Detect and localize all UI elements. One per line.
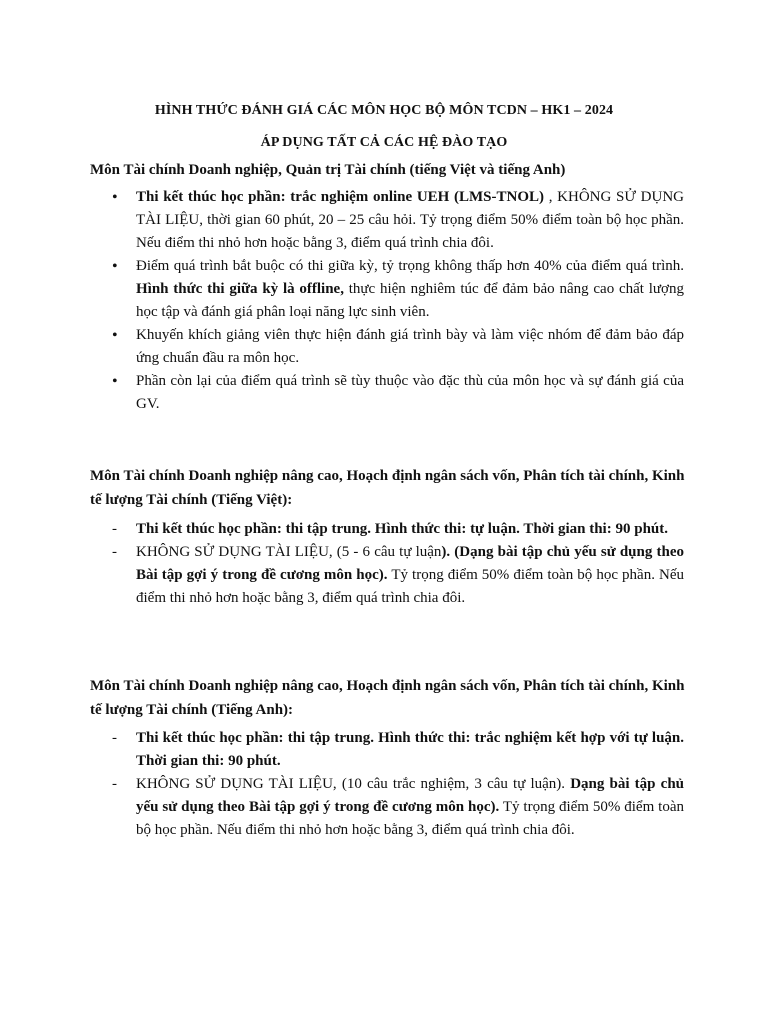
section-2-list xyxy=(112,518,684,610)
list-item xyxy=(112,186,684,255)
item-text: Phần còn lại của điểm quá trình sẽ tùy thuộc vào đặc thù của môn học và sự đánh giá của GV. xyxy=(136,373,684,412)
item-text: , KHÔNG SỬ DỤNG TÀI LIỆU, thời gian 60 phút, 20 – 25 câu hỏi. Tỷ trọng điểm 50% điểm toàn bộ học phần. Nếu điểm thi nhỏ hơn hoặc bằng 3, điểm quá trình chia đôi. xyxy=(136,189,684,251)
document-subtitle: ÁP DỤNG TẤT CẢ CÁC HỆ ĐÀO TẠO xyxy=(260,135,508,150)
item-text: Tỷ trọng điểm 50% điểm toàn bộ học phần. Nếu điểm thi nhỏ hơn hoặc bằng 3, điểm quá trình chia đôi. xyxy=(136,799,684,838)
item-text: Điểm quá trình bắt buộc có thi giữa kỳ, tỷ trọng không thấp hơn 40% của điểm quá trình. xyxy=(136,258,684,274)
item-text: Khuyến khích giảng viên thực hiện đánh giá trình bày và làm việc nhóm để đảm bảo đáp ứng chuẩn đầu ra môn học. xyxy=(136,327,684,366)
item-text: Tỷ trọng điểm 50% điểm toàn bộ học phần. Nếu điểm thi nhỏ hơn hoặc bằng 3, điểm quá trình chia đôi. xyxy=(136,567,684,606)
section-1-heading: Môn Tài chính Doanh nghiệp, Quản trị Tài chính (tiếng Việt và tiếng Anh) xyxy=(90,162,566,178)
list-item xyxy=(112,541,684,610)
list-item xyxy=(112,255,684,324)
item-bold-text: Dạng bài tập chủ yếu sử dụng theo Bài tập gợi ý trong đề cương môn học). xyxy=(136,776,685,815)
section-1-list xyxy=(112,186,684,416)
item-text: KHÔNG SỬ DỤNG TÀI LIỆU, (10 câu trắc nghiệm, 3 câu tự luận). xyxy=(136,776,571,792)
section-3-heading: Môn Tài chính Doanh nghiệp nâng cao, Hoạch định ngân sách vốn, Phân tích tài chính, Kinh tế lượng Tài chính (Tiếng Anh): xyxy=(90,678,685,718)
section-2-heading: Môn Tài chính Doanh nghiệp nâng cao, Hoạch định ngân sách vốn, Phân tích tài chính, Kinh tế lượng Tài chính (Tiếng Việt): xyxy=(90,468,685,508)
item-bold-text: ). (Dạng bài tập chủ yếu sử dụng theo Bài tập gợi ý trong đề cương môn học). xyxy=(136,544,684,583)
list-item xyxy=(112,727,684,773)
item-bold-text: Thi kết thúc học phần: trắc nghiệm online UEH (LMS-TNOL) xyxy=(136,189,545,205)
item-text: KHÔNG SỬ DỤNG TÀI LIỆU, (5 - 6 câu tự luận xyxy=(136,544,442,560)
list-item xyxy=(112,324,684,370)
item-bold-text: Thi kết thúc học phần: thi tập trung. Hình thức thi: trắc nghiệm kết hợp với tự luận. Thời gian thi: 90 phút. xyxy=(136,730,684,769)
list-item xyxy=(112,518,684,541)
list-item xyxy=(112,370,684,416)
list-item xyxy=(112,773,684,842)
document-title: HÌNH THỨC ĐÁNH GIÁ CÁC MÔN HỌC BỘ MÔN TCDN – HK1 – 2024 xyxy=(154,103,614,118)
item-bold-text: Thi kết thúc học phần: thi tập trung. Hình thức thi: tự luận. Thời gian thi: 90 phút. xyxy=(136,521,668,537)
item-bold-text: Hình thức thi giữa kỳ là offline, xyxy=(136,281,344,297)
item-text: thực hiện nghiêm túc để đảm bảo nâng cao chất lượng học tập và đánh giá phân loại năng lực sinh viên. xyxy=(136,281,684,320)
section-3-list xyxy=(112,727,684,842)
